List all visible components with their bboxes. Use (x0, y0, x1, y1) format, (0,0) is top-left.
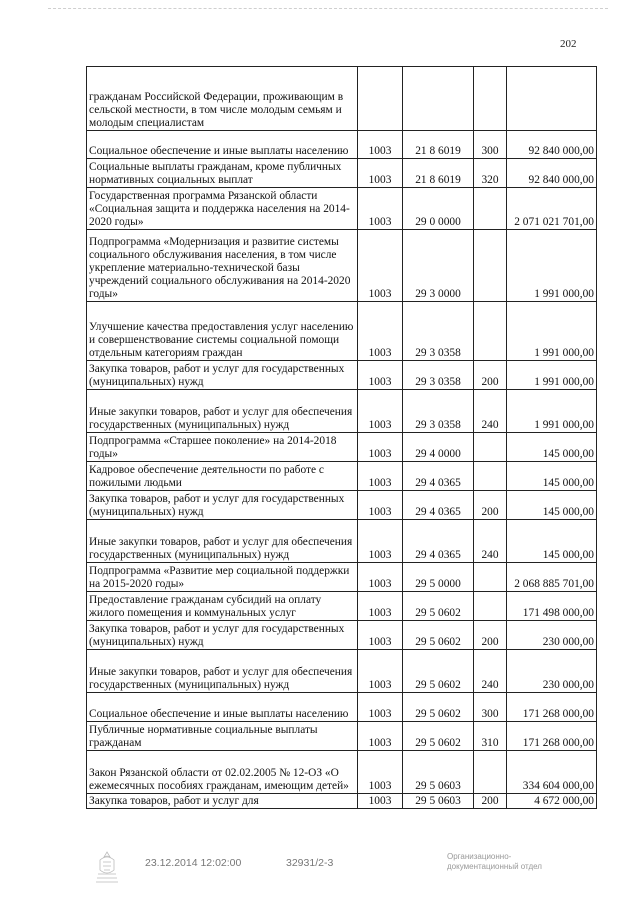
row-description: Закупка товаров, работ и услуг для (87, 794, 358, 809)
row-section-code: 1003 (358, 188, 403, 230)
row-description: Иные закупки товаров, работ и услуг для обеспечения государственных (муниципальных) нужд (87, 520, 358, 563)
row-description: Закупка товаров, работ и услуг для государственных (муниципальных) нужд (87, 621, 358, 650)
row-description: Социальное обеспечение и иные выплаты населению (87, 693, 358, 722)
table-row (87, 621, 597, 650)
row-expense-type: 240 (474, 390, 507, 433)
row-amount: 1 991 000,00 (507, 390, 597, 433)
table-row (87, 491, 597, 520)
row-target-article: 29 0 0000 (403, 188, 474, 230)
table-row (87, 230, 597, 302)
row-amount: 92 840 000,00 (507, 131, 597, 159)
row-section-code: 1003 (358, 491, 403, 520)
row-section-code: 1003 (358, 433, 403, 462)
row-section-code (358, 67, 403, 131)
table-row (87, 794, 597, 809)
row-expense-type (474, 188, 507, 230)
footer-department-line1: Организационно- (447, 852, 512, 861)
row-section-code: 1003 (358, 621, 403, 650)
row-expense-type (474, 592, 507, 621)
row-target-article: 29 3 0358 (403, 361, 474, 390)
row-expense-type: 310 (474, 722, 507, 751)
row-expense-type: 300 (474, 693, 507, 722)
table-row (87, 302, 597, 361)
row-target-article: 29 5 0603 (403, 751, 474, 794)
row-description: Иные закупки товаров, работ и услуг для обеспечения государственных (муниципальных) нужд (87, 650, 358, 693)
table-row (87, 751, 597, 794)
row-expense-type: 200 (474, 491, 507, 520)
row-amount: 1 991 000,00 (507, 230, 597, 302)
row-description: Подпрограмма «Модернизация и развитие системы социального обслуживания населения, в том числе укрепление материально-технической базы учреждений социального обслуживания на 2014-2020 годы» (87, 230, 358, 302)
table-row (87, 361, 597, 390)
row-target-article: 29 4 0365 (403, 491, 474, 520)
row-section-code: 1003 (358, 159, 403, 188)
table-row (87, 722, 597, 751)
row-amount: 230 000,00 (507, 621, 597, 650)
row-section-code: 1003 (358, 361, 403, 390)
row-amount: 145 000,00 (507, 433, 597, 462)
row-expense-type: 320 (474, 159, 507, 188)
table-row (87, 693, 597, 722)
table-row (87, 131, 597, 159)
footer-department-line2: документационный отдел (447, 862, 542, 871)
row-amount: 2 071 021 701,00 (507, 188, 597, 230)
row-amount: 334 604 000,00 (507, 751, 597, 794)
page-number: 202 (560, 38, 577, 50)
row-description: Закупка товаров, работ и услуг для государственных (муниципальных) нужд (87, 491, 358, 520)
row-expense-type (474, 230, 507, 302)
row-description: Кадровое обеспечение деятельности по работе с пожилыми людьми (87, 462, 358, 491)
row-description: гражданам Российской Федерации, проживающим в сельской местности, в том числе молодым семьям и молодым специалистам (87, 67, 358, 131)
row-section-code: 1003 (358, 302, 403, 361)
row-target-article: 29 4 0000 (403, 433, 474, 462)
row-expense-type: 200 (474, 621, 507, 650)
row-section-code: 1003 (358, 722, 403, 751)
row-section-code: 1003 (358, 520, 403, 563)
table-row (87, 159, 597, 188)
row-section-code: 1003 (358, 462, 403, 491)
table-row (87, 592, 597, 621)
row-amount: 145 000,00 (507, 462, 597, 491)
table-row (87, 563, 597, 592)
row-target-article: 29 5 0603 (403, 794, 474, 809)
row-amount: 1 991 000,00 (507, 361, 597, 390)
row-description: Социальное обеспечение и иные выплаты населению (87, 131, 358, 159)
row-amount: 230 000,00 (507, 650, 597, 693)
row-target-article: 29 5 0602 (403, 621, 474, 650)
row-target-article: 29 5 0602 (403, 722, 474, 751)
row-description: Публичные нормативные социальные выплаты гражданам (87, 722, 358, 751)
row-target-article: 29 3 0000 (403, 230, 474, 302)
table-row (87, 462, 597, 491)
row-amount: 2 068 885 701,00 (507, 563, 597, 592)
row-target-article: 29 5 0000 (403, 563, 474, 592)
row-target-article: 29 4 0365 (403, 462, 474, 491)
row-amount: 171 268 000,00 (507, 722, 597, 751)
row-expense-type: 200 (474, 794, 507, 809)
row-expense-type (474, 563, 507, 592)
row-description: Подпрограмма «Старшее поколение» на 2014-2018 годы» (87, 433, 358, 462)
row-description: Подпрограмма «Развитие мер социальной поддержки на 2015-2020 годы» (87, 563, 358, 592)
row-section-code: 1003 (358, 592, 403, 621)
row-section-code: 1003 (358, 794, 403, 809)
row-description: Закупка товаров, работ и услуг для государственных (муниципальных) нужд (87, 361, 358, 390)
row-amount: 92 840 000,00 (507, 159, 597, 188)
footer-department (447, 852, 567, 872)
row-expense-type (474, 302, 507, 361)
row-section-code: 1003 (358, 751, 403, 794)
row-target-article (403, 67, 474, 131)
row-target-article: 29 5 0602 (403, 693, 474, 722)
footer-timestamp: 23.12.2014 12:02:00 (145, 857, 242, 869)
emblem-stamp-icon (92, 848, 122, 884)
row-expense-type: 240 (474, 650, 507, 693)
row-description: Улучшение качества предоставления услуг населению и совершенствование системы социальной помощи отдельным категориям граждан (87, 302, 358, 361)
row-expense-type (474, 751, 507, 794)
row-expense-type (474, 462, 507, 491)
row-amount: 145 000,00 (507, 520, 597, 563)
row-section-code: 1003 (358, 230, 403, 302)
row-amount: 171 498 000,00 (507, 592, 597, 621)
row-expense-type (474, 67, 507, 131)
row-description: Закон Рязанской области от 02.02.2005 № 12-ОЗ «О ежемесячных пособиях гражданам, имеющим детей» (87, 751, 358, 794)
row-target-article: 21 8 6019 (403, 159, 474, 188)
footer-document-code: 32931/2-3 (286, 857, 334, 869)
row-amount: 145 000,00 (507, 491, 597, 520)
table-row (87, 67, 597, 131)
table-row (87, 650, 597, 693)
row-description: Государственная программа Рязанской области «Социальная защита и поддержка населения на 2014-2020 годы» (87, 188, 358, 230)
row-expense-type: 240 (474, 520, 507, 563)
row-section-code: 1003 (358, 650, 403, 693)
row-target-article: 29 4 0365 (403, 520, 474, 563)
table-row (87, 390, 597, 433)
row-section-code: 1003 (358, 390, 403, 433)
row-description: Предоставление гражданам субсидий на оплату жилого помещения и коммунальных услуг (87, 592, 358, 621)
budget-table (86, 66, 597, 809)
row-expense-type (474, 433, 507, 462)
row-amount: 1 991 000,00 (507, 302, 597, 361)
row-target-article: 29 5 0602 (403, 650, 474, 693)
row-section-code: 1003 (358, 693, 403, 722)
row-description: Иные закупки товаров, работ и услуг для обеспечения государственных (муниципальных) нужд (87, 390, 358, 433)
row-section-code: 1003 (358, 563, 403, 592)
row-amount: 4 672 000,00 (507, 794, 597, 809)
top-scan-rule (48, 8, 608, 9)
row-section-code: 1003 (358, 131, 403, 159)
table-row (87, 520, 597, 563)
row-description: Социальные выплаты гражданам, кроме публичных нормативных социальных выплат (87, 159, 358, 188)
row-target-article: 29 5 0602 (403, 592, 474, 621)
row-target-article: 29 3 0358 (403, 302, 474, 361)
row-expense-type: 300 (474, 131, 507, 159)
row-amount: 171 268 000,00 (507, 693, 597, 722)
table-row (87, 433, 597, 462)
budget-table-body (87, 67, 597, 809)
row-target-article: 21 8 6019 (403, 131, 474, 159)
row-expense-type: 200 (474, 361, 507, 390)
table-row (87, 188, 597, 230)
row-target-article: 29 3 0358 (403, 390, 474, 433)
row-amount (507, 67, 597, 131)
